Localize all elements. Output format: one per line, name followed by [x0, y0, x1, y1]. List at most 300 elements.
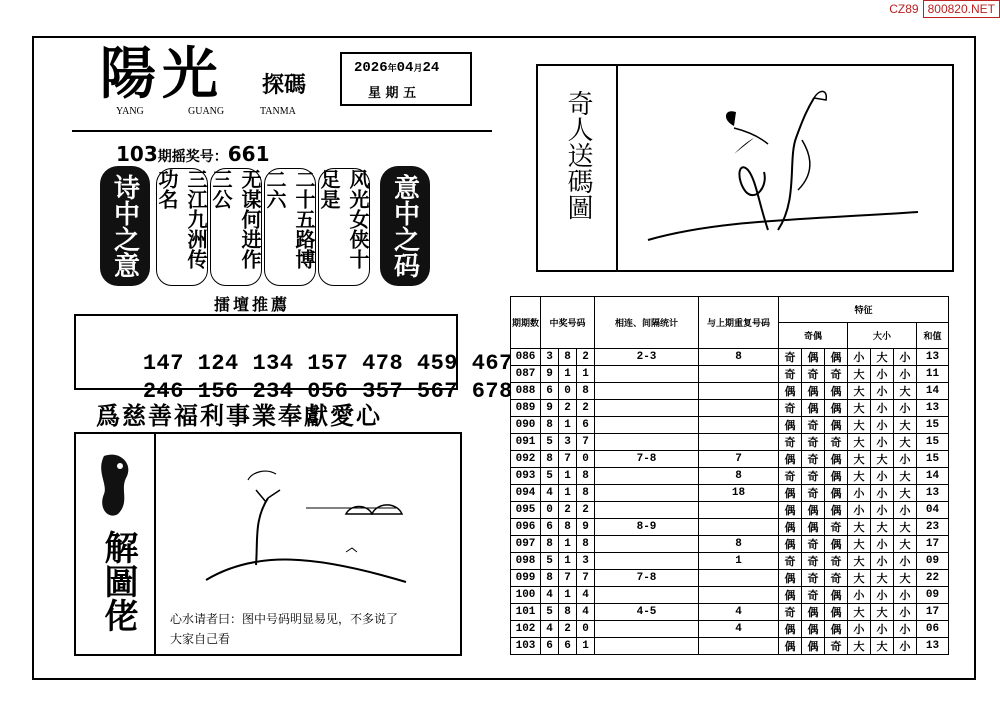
cell-odd-even: 奇 [779, 604, 802, 621]
cell-big-small: 小 [894, 451, 917, 468]
table-row [511, 638, 949, 655]
cell-adjacent [595, 400, 699, 417]
cell-sum: 17 [917, 536, 949, 553]
cell-digit: 5 [541, 553, 559, 570]
qiren-box [536, 64, 954, 272]
cell-odd-even: 奇 [802, 451, 825, 468]
recommend-label: 擂壇推薦 [214, 295, 291, 314]
table-row [511, 366, 949, 383]
cell-odd-even: 偶 [802, 400, 825, 417]
cell-sum: 13 [917, 349, 949, 366]
cell-big-small: 小 [894, 587, 917, 604]
cell-odd-even: 奇 [825, 366, 848, 383]
rec-number: 157 [307, 351, 349, 376]
cell-big-small: 小 [871, 485, 894, 502]
cell-digit: 8 [541, 451, 559, 468]
rec-number: 124 [197, 351, 239, 376]
cell-big-small: 小 [871, 366, 894, 383]
cell-sum: 13 [917, 485, 949, 502]
cell-odd-even: 偶 [779, 621, 802, 638]
cell-big-small: 小 [871, 621, 894, 638]
cell-odd-even: 偶 [825, 417, 848, 434]
cell-adjacent [595, 553, 699, 570]
cell-odd-even: 奇 [779, 468, 802, 485]
cell-odd-even: 偶 [825, 485, 848, 502]
cell-adjacent [595, 502, 699, 519]
cell-big-small: 大 [848, 383, 871, 400]
cell-repeat [699, 366, 779, 383]
cell-big-small: 大 [848, 400, 871, 417]
stamp-site: 800820.NET [923, 0, 1000, 18]
cell-adjacent: 2-3 [595, 349, 699, 366]
cell-repeat [699, 417, 779, 434]
table-row [511, 485, 949, 502]
cell-adjacent [595, 485, 699, 502]
cell-big-small: 大 [848, 570, 871, 587]
jietu-note-line-1: 心水请者曰：图中号码明显易见，不多说了 [170, 612, 399, 626]
cell-odd-even: 奇 [825, 638, 848, 655]
cell-big-small: 大 [871, 519, 894, 536]
cell-odd-even: 奇 [825, 553, 848, 570]
cell-big-small: 大 [848, 468, 871, 485]
cell-big-small: 大 [848, 451, 871, 468]
cell-big-small: 小 [848, 349, 871, 366]
cell-odd-even: 偶 [825, 587, 848, 604]
cell-adjacent [595, 621, 699, 638]
cell-digit: 5 [541, 604, 559, 621]
cell-odd-even: 偶 [779, 638, 802, 655]
jietu-note-line-2: 大家自己看 [170, 632, 231, 646]
cell-issue: 099 [511, 570, 541, 587]
cell-digit: 8 [577, 468, 595, 485]
cell-adjacent: 8-9 [595, 519, 699, 536]
cell-digit: 1 [577, 366, 595, 383]
cell-digit: 4 [577, 604, 595, 621]
cell-digit: 3 [577, 553, 595, 570]
table-row [511, 502, 949, 519]
cell-digit: 4 [541, 587, 559, 604]
cell-digit: 8 [577, 383, 595, 400]
cell-digit: 4 [541, 485, 559, 502]
cell-issue: 092 [511, 451, 541, 468]
cell-odd-even: 奇 [802, 587, 825, 604]
rec-number: 246 [142, 379, 184, 404]
rec-number: 467 [471, 351, 513, 376]
table-row [511, 383, 949, 400]
cell-digit: 2 [577, 400, 595, 417]
cell-adjacent [595, 434, 699, 451]
cell-big-small: 大 [848, 434, 871, 451]
cell-odd-even: 奇 [802, 366, 825, 383]
cell-digit: 1 [559, 587, 577, 604]
cell-repeat [699, 587, 779, 604]
rec-number: 567 [416, 379, 458, 404]
date-month: 04 [396, 60, 414, 76]
table-row [511, 553, 949, 570]
cell-sum: 04 [917, 502, 949, 519]
cell-big-small: 大 [848, 604, 871, 621]
stamp-code: CZ89 [889, 2, 919, 16]
cell-sum: 09 [917, 587, 949, 604]
cell-issue: 103 [511, 638, 541, 655]
date-box [340, 52, 472, 106]
cell-odd-even: 偶 [779, 417, 802, 434]
rec-number: 134 [252, 351, 294, 376]
cell-sum: 15 [917, 451, 949, 468]
cell-big-small: 大 [894, 485, 917, 502]
table-row [511, 434, 949, 451]
draw-number: 661 [227, 142, 270, 166]
pinyin-guang: GUANG [188, 106, 225, 117]
header-divider [72, 130, 492, 132]
table-row [511, 519, 949, 536]
cell-repeat: 18 [699, 485, 779, 502]
cell-odd-even: 偶 [802, 621, 825, 638]
cell-odd-even: 奇 [779, 400, 802, 417]
cell-sum: 11 [917, 366, 949, 383]
rec-number: 234 [252, 379, 294, 404]
cell-issue: 091 [511, 434, 541, 451]
cell-big-small: 大 [894, 434, 917, 451]
pinyin-yang: YANG [116, 106, 144, 117]
cell-big-small: 小 [871, 553, 894, 570]
poem-line-3: 二十五路博二六 [264, 168, 316, 286]
jietu-label: 解圖佬 [98, 530, 138, 632]
cell-adjacent [595, 468, 699, 485]
cell-issue: 102 [511, 621, 541, 638]
cell-odd-even: 奇 [802, 536, 825, 553]
cell-digit: 3 [541, 349, 559, 366]
cell-digit: 9 [577, 519, 595, 536]
cell-digit: 8 [559, 519, 577, 536]
cell-big-small: 大 [848, 536, 871, 553]
cell-odd-even: 偶 [779, 570, 802, 587]
cell-digit: 8 [559, 349, 577, 366]
cell-sum: 13 [917, 638, 949, 655]
cell-odd-even: 偶 [779, 502, 802, 519]
weekday-label: 星 期 [368, 86, 399, 101]
cell-big-small: 小 [871, 400, 894, 417]
cell-digit: 8 [541, 536, 559, 553]
table-row [511, 451, 949, 468]
poem-line-1: 三江九洲传功名 [156, 168, 208, 286]
cell-digit: 1 [559, 468, 577, 485]
cell-digit: 4 [541, 621, 559, 638]
cell-big-small: 大 [894, 383, 917, 400]
watermark-stamp [885, 0, 1000, 18]
cell-big-small: 大 [848, 638, 871, 655]
cell-repeat [699, 434, 779, 451]
cell-digit: 8 [541, 417, 559, 434]
date-month-suffix: 月 [413, 64, 423, 74]
cell-sum: 15 [917, 417, 949, 434]
cell-repeat [699, 519, 779, 536]
header-features: 特征 [779, 297, 949, 323]
cell-big-small: 小 [848, 502, 871, 519]
rec-number: 156 [197, 379, 239, 404]
cell-odd-even: 偶 [825, 621, 848, 638]
cell-digit: 7 [577, 434, 595, 451]
cell-digit: 2 [577, 502, 595, 519]
cell-digit: 1 [577, 638, 595, 655]
cell-issue: 096 [511, 519, 541, 536]
cell-adjacent [595, 638, 699, 655]
cell-sum: 17 [917, 604, 949, 621]
cell-big-small: 小 [871, 536, 894, 553]
cell-digit: 8 [541, 570, 559, 587]
cell-issue: 090 [511, 417, 541, 434]
cell-sum: 06 [917, 621, 949, 638]
table-row [511, 570, 949, 587]
table-row [511, 400, 949, 417]
cell-digit: 1 [559, 366, 577, 383]
draw-label: 期摇奖号： [157, 149, 228, 165]
cell-big-small: 大 [871, 451, 894, 468]
header-big-small: 大小 [848, 323, 917, 349]
cell-adjacent: 4-5 [595, 604, 699, 621]
cell-adjacent [595, 536, 699, 553]
cell-odd-even: 偶 [802, 502, 825, 519]
cell-digit: 4 [577, 587, 595, 604]
cell-digit: 8 [577, 536, 595, 553]
cell-odd-even: 奇 [802, 570, 825, 587]
weekday-value: 五 [403, 86, 417, 101]
page-subtitle: 探碼 [262, 72, 307, 98]
table-row [511, 349, 949, 366]
rec-number: 056 [307, 379, 349, 404]
table-row [511, 587, 949, 604]
cell-digit: 0 [577, 621, 595, 638]
cell-digit: 8 [559, 604, 577, 621]
cell-big-small: 小 [848, 621, 871, 638]
cell-repeat: 4 [699, 621, 779, 638]
cell-repeat [699, 570, 779, 587]
cell-big-small: 小 [894, 349, 917, 366]
header-sum: 和值 [917, 323, 949, 349]
cell-repeat [699, 502, 779, 519]
table-row [511, 604, 949, 621]
recommend-numbers [74, 314, 513, 404]
cell-big-small: 大 [894, 536, 917, 553]
cell-issue: 098 [511, 553, 541, 570]
cell-repeat: 8 [699, 349, 779, 366]
cell-big-small: 大 [871, 349, 894, 366]
header-odd-even: 奇偶 [779, 323, 848, 349]
cell-digit: 5 [541, 434, 559, 451]
jietu-illustration [196, 450, 426, 590]
cell-odd-even: 偶 [802, 604, 825, 621]
cell-digit: 2 [577, 349, 595, 366]
header-adjacent: 相连、间隔统计 [595, 297, 699, 349]
cell-digit: 1 [559, 536, 577, 553]
cell-issue: 093 [511, 468, 541, 485]
cell-adjacent [595, 417, 699, 434]
cell-odd-even: 偶 [825, 536, 848, 553]
cell-repeat: 7 [699, 451, 779, 468]
cell-sum: 13 [917, 400, 949, 417]
poem-line-4: 风光女侠十足是 [318, 168, 370, 286]
header-repeat: 与上期重复号码 [699, 297, 779, 349]
cell-odd-even: 偶 [779, 485, 802, 502]
cell-odd-even: 奇 [779, 553, 802, 570]
cell-odd-even: 偶 [802, 519, 825, 536]
cell-odd-even: 奇 [779, 434, 802, 451]
table-row [511, 621, 949, 638]
cell-digit: 6 [577, 417, 595, 434]
cell-odd-even: 偶 [825, 502, 848, 519]
cell-issue: 100 [511, 587, 541, 604]
cell-odd-even: 偶 [825, 451, 848, 468]
cell-digit: 5 [541, 468, 559, 485]
cell-sum: 23 [917, 519, 949, 536]
cell-odd-even: 奇 [802, 468, 825, 485]
cell-big-small: 大 [848, 366, 871, 383]
cell-digit: 8 [577, 485, 595, 502]
cell-big-small: 大 [871, 604, 894, 621]
cell-adjacent [595, 366, 699, 383]
cell-big-small: 大 [871, 638, 894, 655]
cell-big-small: 小 [894, 400, 917, 417]
cell-big-small: 小 [848, 485, 871, 502]
cell-big-small: 大 [894, 417, 917, 434]
cell-big-small: 大 [848, 553, 871, 570]
cell-odd-even: 偶 [825, 383, 848, 400]
date-year: 2026 [354, 60, 388, 76]
cell-big-small: 大 [848, 417, 871, 434]
cell-big-small: 小 [871, 502, 894, 519]
cell-big-small: 小 [871, 434, 894, 451]
poem-line-2: 无谋何进作三公 [210, 168, 262, 286]
date-year-suffix: 年 [387, 64, 397, 74]
cell-digit: 6 [541, 383, 559, 400]
cell-big-small: 大 [894, 519, 917, 536]
cell-sum: 14 [917, 468, 949, 485]
ink-brush-icon [90, 450, 140, 520]
cell-big-small: 小 [871, 417, 894, 434]
cell-issue: 101 [511, 604, 541, 621]
cell-issue: 086 [511, 349, 541, 366]
cell-adjacent [595, 383, 699, 400]
draw-result [116, 142, 270, 166]
cell-issue: 095 [511, 502, 541, 519]
cell-digit: 2 [559, 502, 577, 519]
cell-odd-even: 偶 [779, 451, 802, 468]
table-row [511, 417, 949, 434]
poem-right-label: 意中之码 [380, 166, 430, 286]
cell-digit: 6 [541, 519, 559, 536]
cell-repeat: 4 [699, 604, 779, 621]
cell-digit: 9 [541, 400, 559, 417]
cell-odd-even: 偶 [779, 587, 802, 604]
rec-number: 459 [416, 351, 458, 376]
cell-digit: 1 [559, 485, 577, 502]
cell-odd-even: 奇 [825, 519, 848, 536]
cell-odd-even: 偶 [802, 349, 825, 366]
cell-digit: 0 [559, 383, 577, 400]
cell-digit: 7 [559, 451, 577, 468]
cell-sum: 09 [917, 553, 949, 570]
cell-repeat: 1 [699, 553, 779, 570]
cell-odd-even: 奇 [779, 349, 802, 366]
history-table [510, 296, 949, 655]
cell-digit: 0 [577, 451, 595, 468]
cell-odd-even: 奇 [802, 434, 825, 451]
cell-odd-even: 偶 [825, 468, 848, 485]
cell-digit: 2 [559, 621, 577, 638]
cell-odd-even: 偶 [802, 383, 825, 400]
cell-digit: 0 [541, 502, 559, 519]
cell-big-small: 小 [894, 638, 917, 655]
cell-big-small: 小 [894, 502, 917, 519]
cell-odd-even: 偶 [825, 349, 848, 366]
cell-issue: 094 [511, 485, 541, 502]
cell-repeat [699, 400, 779, 417]
qiren-divider [616, 66, 618, 270]
cell-big-small: 小 [871, 383, 894, 400]
cell-repeat: 8 [699, 468, 779, 485]
draw-issue: 103 [116, 142, 158, 166]
cell-issue: 097 [511, 536, 541, 553]
cell-digit: 3 [559, 434, 577, 451]
cell-digit: 6 [541, 638, 559, 655]
rec-number: 478 [362, 351, 404, 376]
cell-big-small: 小 [894, 621, 917, 638]
cell-odd-even: 奇 [779, 366, 802, 383]
cell-adjacent: 7-8 [595, 451, 699, 468]
cell-big-small: 大 [848, 519, 871, 536]
cell-odd-even: 偶 [825, 604, 848, 621]
cell-odd-even: 偶 [779, 383, 802, 400]
cell-adjacent: 7-8 [595, 570, 699, 587]
header-winning: 中奖号码 [541, 297, 595, 349]
rec-number: 357 [362, 379, 404, 404]
charity-slogan: 爲慈善福利事業奉獻愛心 [96, 401, 382, 430]
cell-digit: 2 [559, 400, 577, 417]
cell-digit: 6 [559, 638, 577, 655]
cell-big-small: 大 [871, 570, 894, 587]
cell-odd-even: 偶 [779, 536, 802, 553]
history-table-wrap [510, 296, 949, 655]
table-row [511, 468, 949, 485]
rec-number: 147 [142, 351, 184, 376]
date-day: 24 [422, 60, 440, 76]
cell-sum: 15 [917, 434, 949, 451]
cell-digit: 1 [559, 417, 577, 434]
cell-odd-even: 奇 [825, 570, 848, 587]
cell-digit: 1 [559, 553, 577, 570]
cell-big-small: 大 [894, 570, 917, 587]
cell-digit: 7 [559, 570, 577, 587]
cell-big-small: 小 [894, 553, 917, 570]
cell-big-small: 小 [894, 366, 917, 383]
cell-odd-even: 奇 [825, 434, 848, 451]
jietu-box [74, 432, 462, 656]
jietu-divider [154, 434, 156, 654]
cell-big-small: 小 [871, 468, 894, 485]
rec-number: 678 [471, 379, 513, 404]
cell-odd-even: 偶 [825, 400, 848, 417]
cell-repeat [699, 383, 779, 400]
cell-odd-even: 偶 [802, 638, 825, 655]
cell-repeat: 8 [699, 536, 779, 553]
cell-big-small: 小 [871, 587, 894, 604]
cell-big-small: 大 [894, 468, 917, 485]
cell-issue: 087 [511, 366, 541, 383]
cell-sum: 14 [917, 383, 949, 400]
cell-adjacent [595, 587, 699, 604]
cell-big-small: 小 [894, 604, 917, 621]
cell-sum: 22 [917, 570, 949, 587]
